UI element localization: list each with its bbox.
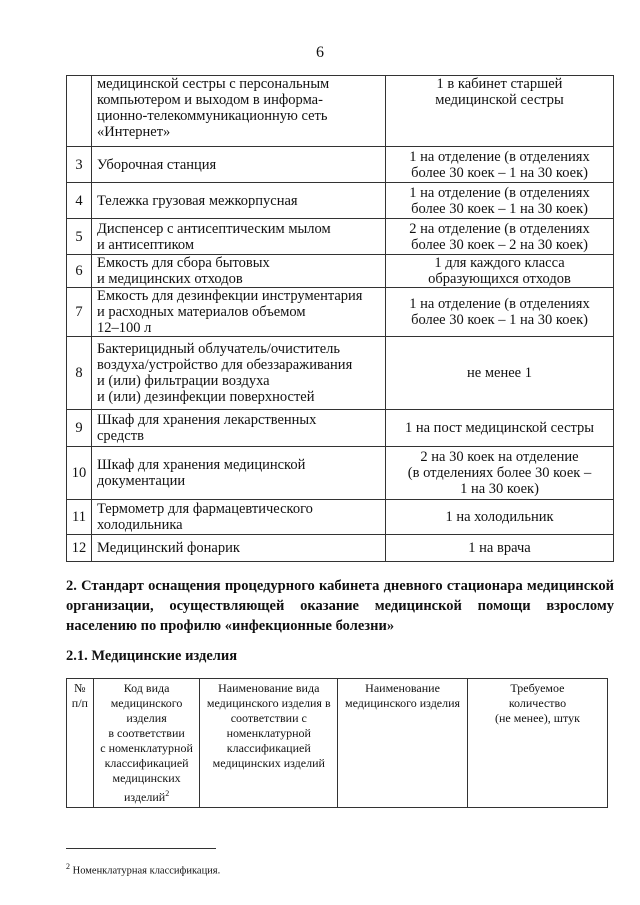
table-row	[67, 337, 614, 410]
table-row	[67, 288, 614, 337]
row-number	[67, 76, 92, 147]
cell-line: не менее 1	[467, 365, 532, 381]
row-number: 11	[67, 500, 92, 535]
item-name	[92, 337, 386, 410]
cell-line: 2 на 30 коек на отделение	[420, 449, 579, 465]
cell-line: и (или) дезинфекции поверхностей	[97, 389, 315, 405]
header-line: медицинских изделий	[212, 756, 325, 770]
header-line: (не менее), штук	[495, 711, 580, 725]
cell-line: холодильника	[97, 517, 183, 533]
cell-line: и расходных материалов объемом	[97, 304, 306, 320]
row-number: 10	[67, 447, 92, 500]
equipment-table	[66, 75, 614, 562]
column-header	[338, 679, 468, 808]
column-header	[93, 679, 200, 808]
column-header	[467, 679, 607, 808]
cell-line: Медицинский фонарик	[97, 540, 240, 556]
item-quantity	[386, 147, 614, 183]
item-quantity	[386, 447, 614, 500]
header-line: Код вида	[123, 681, 170, 695]
header-line: медицинских	[112, 771, 181, 785]
table-row	[67, 183, 614, 219]
header-line: классификацией	[226, 741, 311, 755]
cell-line: медицинской сестры	[435, 92, 564, 108]
header-line: изделия	[126, 711, 167, 725]
header-line: в соответствии	[108, 726, 185, 740]
item-name	[92, 447, 386, 500]
cell-line: Шкаф для хранения лекарственных	[97, 412, 317, 428]
item-name	[92, 219, 386, 255]
medical-devices-table	[66, 678, 608, 808]
header-line: п/п	[71, 696, 88, 710]
cell-line: 1 на отделение (в отделениях	[409, 296, 590, 312]
table-row	[67, 76, 614, 147]
item-quantity	[386, 410, 614, 447]
header-line: Требуемое	[510, 681, 565, 695]
row-number: 7	[67, 288, 92, 337]
header-line: номенклатурной	[226, 726, 311, 740]
item-name	[92, 147, 386, 183]
item-name	[92, 410, 386, 447]
cell-line: 1 на отделение (в отделениях	[409, 184, 590, 201]
row-number: 9	[67, 410, 92, 447]
header-line: количество	[508, 696, 567, 710]
column-header	[67, 679, 94, 808]
cell-line: Термометр для фармацевтического	[97, 501, 313, 517]
cell-line: и медицинских отходов	[97, 271, 243, 287]
cell-line: медицинской сестры с персональным	[97, 76, 330, 92]
cell-line: 1 на холодильник	[445, 509, 554, 525]
cell-line: компьютером и выходом в информа-	[97, 92, 323, 108]
header-line: классификацией	[104, 756, 189, 770]
cell-line: 1 для каждого класса	[434, 255, 565, 271]
cell-line: 2 на отделение (в отделениях	[409, 220, 590, 237]
cell-line: документации	[97, 473, 186, 489]
table-row	[67, 147, 614, 183]
row-number: 12	[67, 535, 92, 562]
cell-line: 1 на врача	[468, 540, 531, 556]
cell-line: Емкость для дезинфекции инструментария	[97, 288, 363, 304]
cell-line: 1 в кабинет старшей	[436, 76, 563, 92]
item-quantity	[386, 219, 614, 255]
header-line: изделий	[123, 790, 166, 804]
item-name	[92, 76, 386, 147]
row-number: 4	[67, 183, 92, 219]
cell-line: средств	[97, 428, 144, 444]
item-quantity	[386, 288, 614, 337]
item-quantity	[386, 255, 614, 288]
table-row	[67, 219, 614, 255]
cell-line: (в отделениях более 30 коек –	[407, 465, 592, 481]
header-line: соответствии с	[230, 711, 307, 725]
cell-line: Бактерицидный облучатель/очиститель	[97, 341, 341, 357]
item-name	[92, 255, 386, 288]
cell-line: Шкаф для хранения медицинской	[97, 457, 306, 473]
cell-line: более 30 коек – 1 на 30 коек)	[411, 164, 588, 181]
table-row	[67, 500, 614, 535]
item-name	[92, 288, 386, 337]
row-number: 8	[67, 337, 92, 410]
header-line: медицинского	[110, 696, 183, 710]
footnote-divider	[66, 848, 216, 849]
cell-line: 1 на отделение (в отделениях	[409, 148, 590, 165]
cell-line: и (или) фильтрации воздуха	[97, 373, 270, 389]
table-row	[67, 255, 614, 288]
item-quantity	[386, 535, 614, 562]
cell-line: 1 на пост медицинской сестры	[404, 420, 595, 436]
item-name	[92, 183, 386, 219]
item-name	[92, 535, 386, 562]
cell-line: Емкость для сбора бытовых	[97, 255, 270, 271]
item-quantity	[386, 76, 614, 147]
header-line: медицинского изделия	[345, 696, 461, 710]
page-number: 6	[316, 44, 324, 61]
column-header	[200, 679, 338, 808]
cell-line: ционно-телекоммуникационную сеть	[97, 108, 328, 124]
table-header-row	[67, 679, 608, 808]
row-number: 3	[67, 147, 92, 183]
cell-line: образующихся отходов	[428, 271, 571, 287]
item-name	[92, 500, 386, 535]
header-line: с номенклатурной	[100, 741, 193, 755]
table-row	[67, 447, 614, 500]
cell-line: «Интернет»	[97, 124, 171, 140]
header-line: Наименование вида	[218, 681, 320, 695]
item-quantity	[386, 500, 614, 535]
cell-line: Тележка грузовая межкорпусная	[97, 192, 298, 209]
cell-line: и антисептиком	[97, 236, 195, 253]
row-number: 5	[67, 219, 92, 255]
subsection-heading: 2.1. Медицинские изделия	[66, 648, 238, 664]
cell-line: более 30 коек – 2 на 30 коек)	[411, 236, 588, 253]
footnote: $^2$ Номенклатурная классификация.	[66, 862, 221, 877]
cell-line: воздуха/устройство для обеззараживания	[97, 357, 353, 373]
footnote-ref: 2	[165, 789, 170, 798]
cell-line: 1 на 30 коек)	[460, 481, 539, 497]
item-quantity	[386, 183, 614, 219]
cell-line: Диспенсер с антисептическим мылом	[97, 220, 331, 237]
cell-line: более 30 коек – 1 на 30 коек)	[411, 312, 588, 328]
item-quantity	[386, 337, 614, 410]
table-row	[67, 535, 614, 562]
header-line: медицинского изделия в	[206, 696, 331, 710]
cell-line: 12–100 л	[97, 320, 152, 336]
section-heading: 2. Стандарт оснащения процедурного кабинета дневного стационара медицинской организации, осуществляющей оказание медицинской помощи взрослому населению по профилю «инфекционные болезни»	[66, 578, 614, 634]
cell-line: Уборочная станция	[97, 156, 217, 173]
row-number: 6	[67, 255, 92, 288]
cell-line: более 30 коек – 1 на 30 коек)	[411, 200, 588, 217]
header-line: №	[74, 681, 86, 695]
table-row	[67, 410, 614, 447]
header-line: Наименование	[365, 681, 440, 695]
